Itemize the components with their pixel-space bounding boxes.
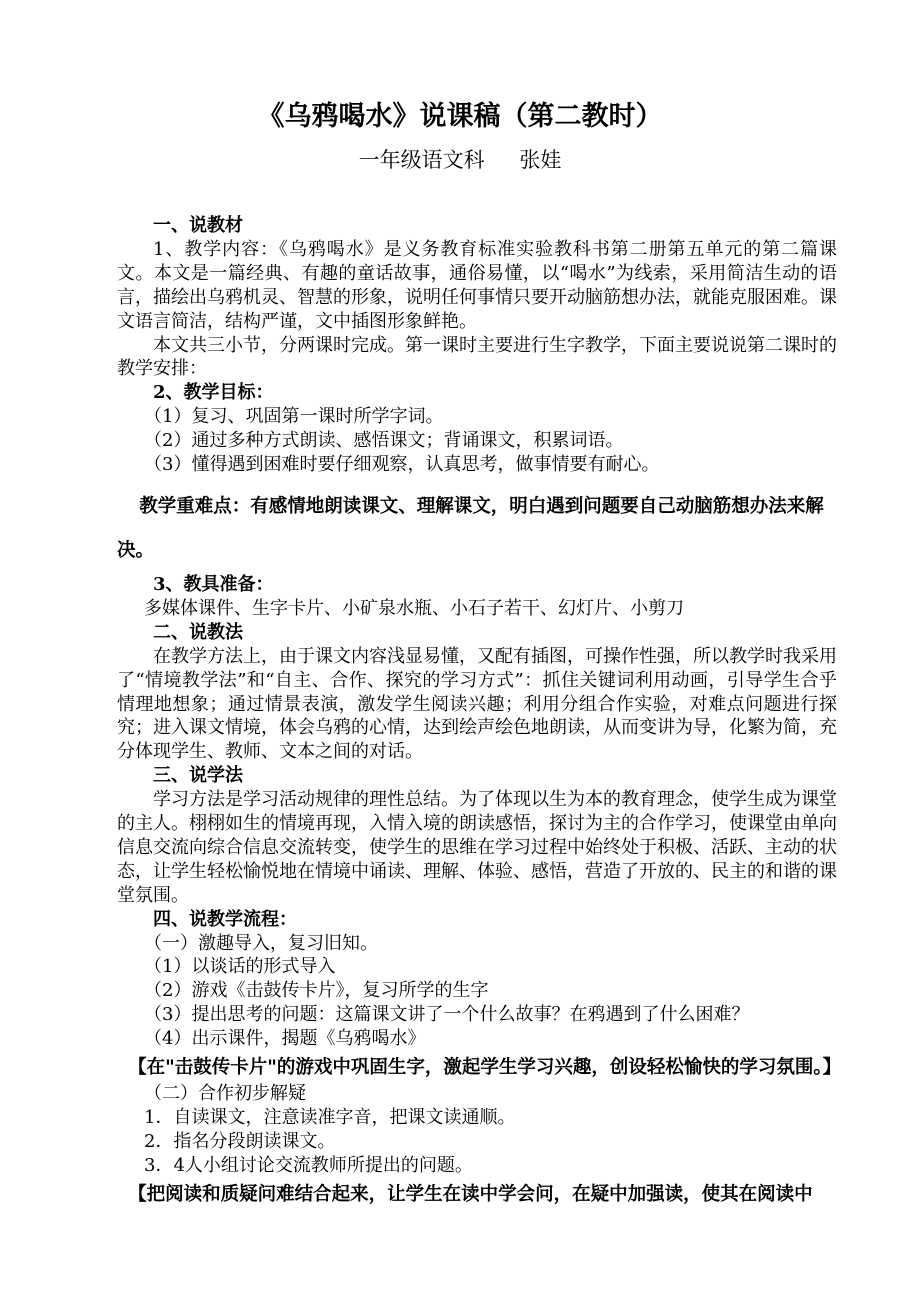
teaching-content: 1、教学内容：《乌鸦喝水》是义务教育标准实验教科书第二册第五单元的第二篇课文。本文是一篇经典、有趣的童话故事，通俗易懂，以“喝水”为线索，采用简洁生动的语言，描绘出乌鸦机灵、智慧的形象，说明任何事情只要开动脑筋想办法，就能克服困难。课文语言简洁，结构严谨，文中插图形象鲜艳。 [117,238,837,332]
author-name: 张娃 [519,148,562,172]
teaching-arrangement: 本文共三小节，分两课时完成。第一课时主要进行生字教学，下面主要说说第二课时的教学安排： [117,334,837,380]
process-item: 3．4人小组讨论交流教师所提出的问题。 [144,1154,473,1176]
process-note: 【把阅读和质疑问难结合起来，让学生在读中学会问，在疑中加强读，使其在阅读中 [128,1183,813,1205]
section-heading-process: 四、说教学流程： [153,908,297,930]
process-item: 1．自读课文，注意读准字音，把课文读通顺。 [144,1107,516,1128]
process-part-title: （二）合作初步解疑 [144,1083,306,1105]
process-part-title: （一）激趣导入，复习旧知。 [144,932,378,954]
document-body [117,214,842,1209]
grade-subject: 一年级语文科 [358,148,485,172]
process-item: 2．指名分段朗读课文。 [144,1130,336,1152]
section-heading-textbook: 一、说教材 [153,215,243,236]
key-difficult-points: 教学重难点：有感情地朗读课文、理解课文，明白遇到问题要自己动脑筋想办法来解决。 [117,495,824,561]
process-note: 【在"击鼓传卡片"的游戏中巩固生字，激起学生学习兴趣，创设轻松愉快的学习氛围。】 [128,1057,842,1079]
prep-heading: 3、教具准备： [153,573,274,595]
goal-item: （1）复习、巩固第一课时所学字词。 [144,406,444,428]
process-item: （1）以谈话的形式导入 [144,956,336,978]
document-title: 《乌鸦喝水》说课稿（第二教时） [257,101,663,132]
section-heading-method: 二、说教法 [153,621,243,643]
goal-item: （2）通过多种方式朗读、感悟课文；背诵课文，积累词语。 [144,430,624,452]
goals-heading: 2、教学目标： [153,382,274,404]
process-item: （4）出示课件，揭题《乌鸦喝水》 [144,1028,426,1050]
process-item: （3）提出思考的问题：这篇课文讲了一个什么故事？在鸦遇到了什么困难？ [144,1004,750,1026]
method-content: 在教学方法上，由于课文内容浅显易懂，又配有插图，可操作性强，所以教学时我采用了“情境教学法”和“自主、合作、探究的学习方式”：抓住关键词利用动画，引导学生合乎情理地想象；通过情景表演，激发学生阅读兴趣；利用分组合作实验，对难点问题进行探究；进入课文情境，体会乌鸦的心情，达到绘声绘色地朗读，从而变讲为导，化繁为简，充分体现学生、教师、文本之间的对话。 [117,645,837,763]
learning-content: 学习方法是学习活动规律的理性总结。为了体现以生为本的教育理念，使学生成为课堂的主人。栩栩如生的情境再现，入情入境的朗读感悟，探讨为主的合作学习，使课堂由单向信息交流向综合信息交流转变，使学生的思维在学习过程中始终处于积极、活跃、主动的状态，让学生轻松愉悦地在情境中诵读、理解、体验、感悟，营造了开放的、民主的和谐的课堂氛围。 [117,789,837,906]
section-heading-learning: 三、说学法 [153,765,243,787]
prep-items: 多媒体课件、生字卡片、小矿泉水瓶、小石子若干、幻灯片、小剪刀 [144,597,684,619]
document-subtitle [0,145,920,175]
process-item: （2）游戏《击鼓传卡片》，复习所学的生字 [144,980,489,1002]
goal-item: （3）懂得遇到困难时要仔细观察，认真思考，做事情要有耐心。 [144,454,660,476]
